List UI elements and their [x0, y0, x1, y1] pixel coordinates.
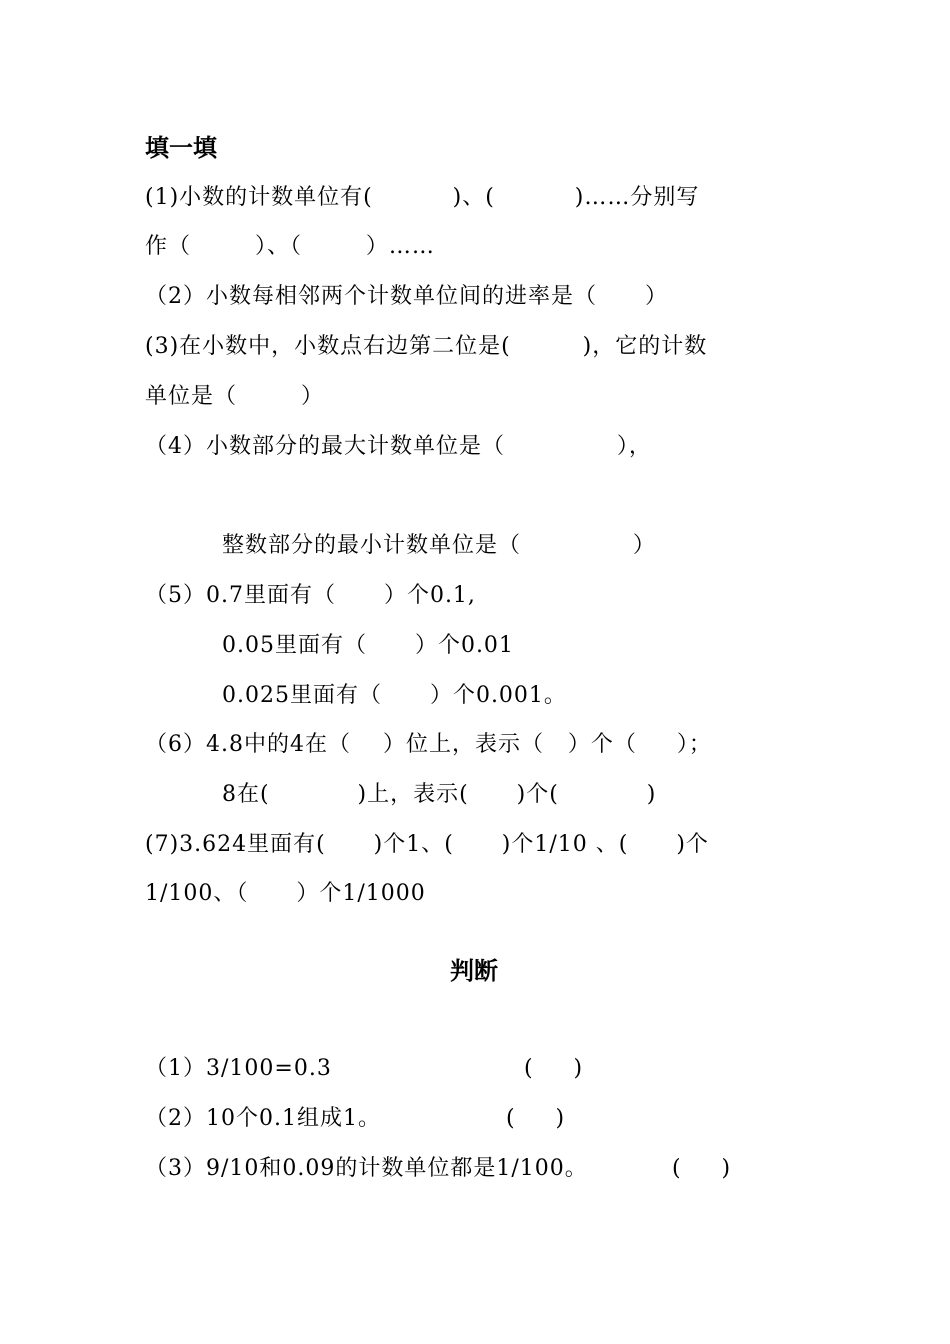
question-line: 整数部分的最小计数单位是（ ） — [222, 533, 656, 558]
judge-item-blank: ( ) — [524, 1056, 584, 1081]
judge-item-blank: ( ) — [506, 1106, 566, 1131]
question-line: （5）0.7里面有（ ）个0.1, — [145, 583, 476, 608]
question-line: 0.025里面有（ ）个0.001。 — [222, 683, 567, 708]
section-title-fill: 填一填 — [145, 134, 217, 162]
question-line: (3)在小数中，小数点右边第二位是( )，它的计数 — [145, 334, 708, 359]
question-line: 0.05里面有（ ）个0.01 — [222, 633, 514, 658]
question-line: 作（ ）、（ ）…… — [145, 234, 435, 259]
question-line: (1)小数的计数单位有( )、( )……分别写 — [145, 185, 700, 210]
section-title-judge: 判断 — [450, 957, 498, 985]
question-line: （6）4.8中的4在（ ）位上，表示（ ）个（ ）； — [145, 732, 712, 757]
question-line: 单位是（ ） — [145, 384, 324, 409]
question-line: (7)3.624里面有( )个1、( )个1/10 、( )个 — [145, 832, 709, 857]
judge-item-blank: ( ) — [672, 1156, 732, 1181]
judge-item-text: （2）10个0.1组成1。 — [145, 1106, 381, 1131]
judge-item-text: （1）3/100=0.3 — [145, 1056, 332, 1081]
question-line: 8在( )上，表示( )个( ) — [222, 782, 657, 807]
question-line: （4）小数部分的最大计数单位是（ ）， — [145, 434, 652, 459]
judge-item-text: （3）9/10和0.09的计数单位都是1/100。 — [145, 1156, 588, 1181]
question-line: （2）小数每相邻两个计数单位间的进率是（ ） — [145, 284, 668, 309]
question-line: 1/100、（ ）个1/1000 — [145, 881, 426, 906]
